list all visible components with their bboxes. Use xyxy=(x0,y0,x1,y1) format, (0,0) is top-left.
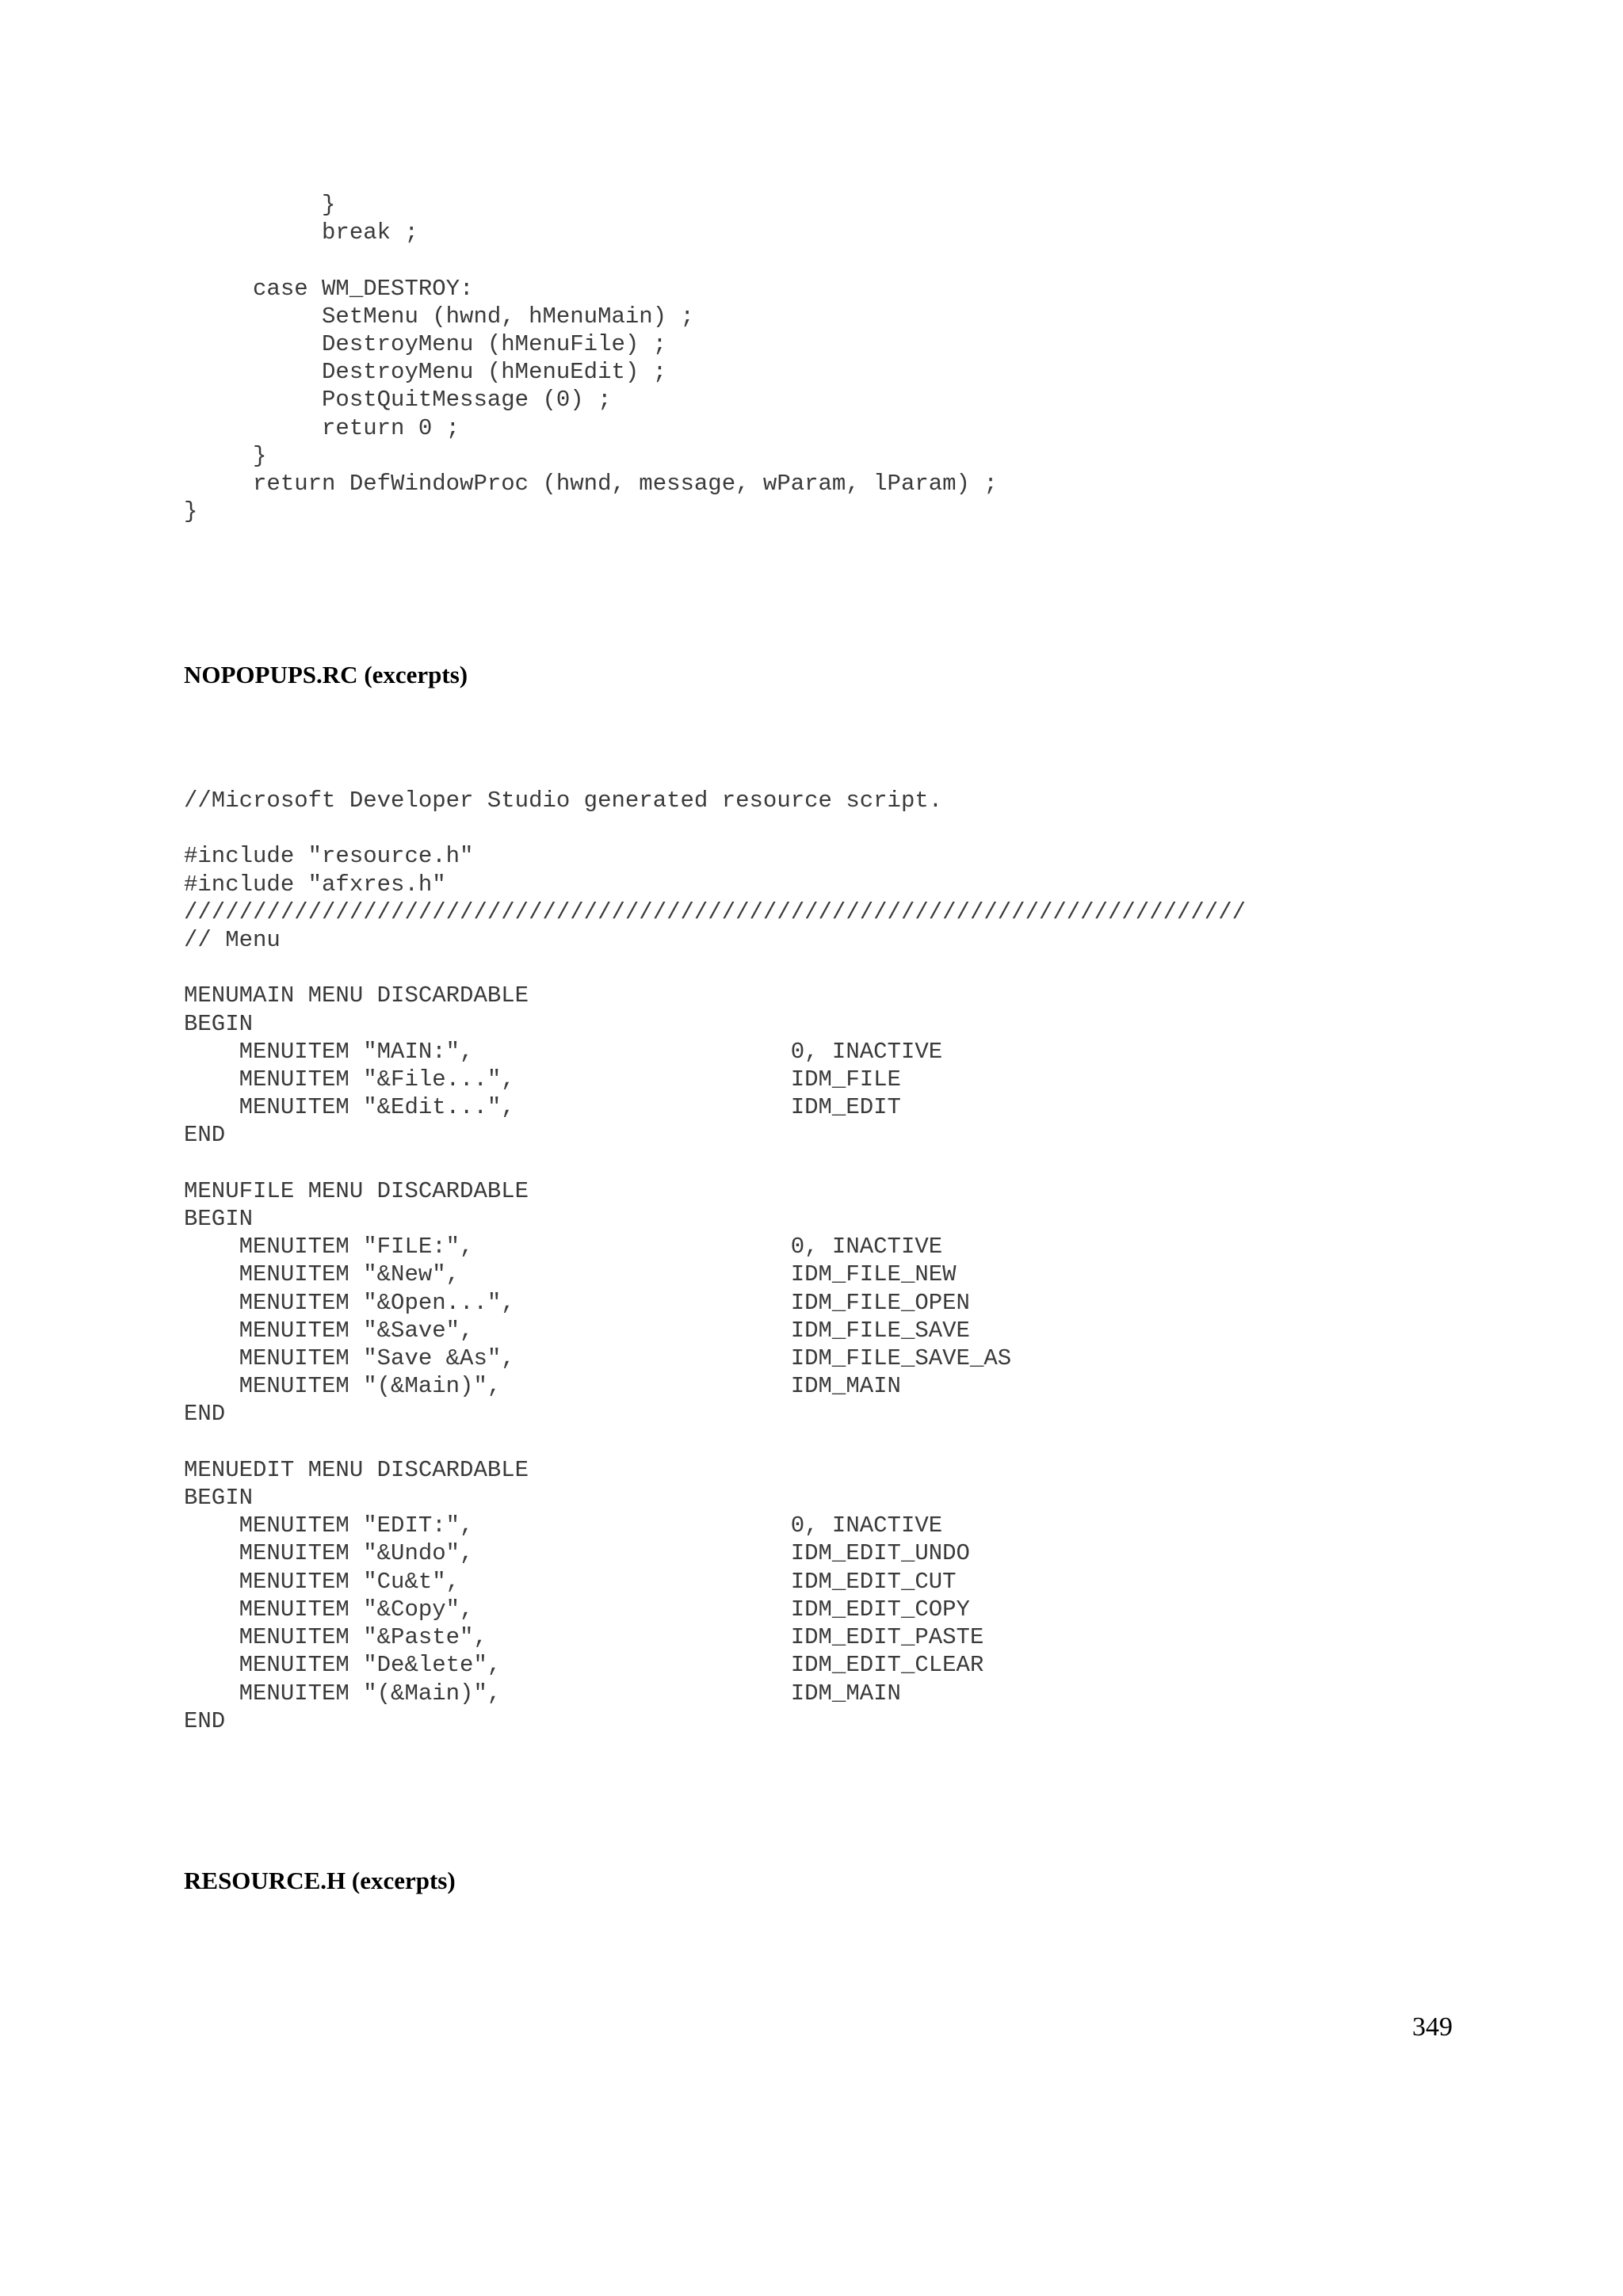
code-block-window-proc-end: } break ; case WM_DESTROY: SetMenu (hwnd, hMenuMain) ; DestroyMenu (hMenuFile) ; DestroyMenu (hMenuEdit) ; PostQuitMessage (0) ; return 0 ; } return DefWindowProc (hwnd, message, wParam, lParam) ; } xyxy=(184,192,998,525)
section-heading-nopopups-rc: NOPOPUPS.RC (excerpts) xyxy=(184,661,468,688)
page-number: 349 xyxy=(1412,2012,1453,2042)
code-block-resource-script: //Microsoft Developer Studio generated resource script. #include "resource.h" #include "afxres.h" ///////////////////////////////////////////////////////////////////////////// // Menu MENUMAIN MENU DISCARDABLE BEGIN MENUITEM "MAIN:", 0, INACTIVE MENUITEM "&File...", IDM_FILE MENUITEM "&Edit...", IDM_EDIT END MENUFILE MENU DISCARDABLE BEGIN MENUITEM "FILE:", 0, INACTIVE MENUITEM "&New", IDM_FILE_NEW MENUITEM "&Open...", IDM_FILE_OPEN MENUITEM "&Save", IDM_FILE_SAVE MENUITEM "Save &As", IDM_FILE_SAVE_AS MENUITEM "(&Main)", IDM_MAIN END MENUEDIT MENU DISCARDABLE BEGIN MENUITEM "EDIT:", 0, INACTIVE MENUITEM "&Undo", IDM_EDIT_UNDO MENUITEM "Cu&t", IDM_EDIT_CUT MENUITEM "&Copy", IDM_EDIT_COPY MENUITEM "&Paste", IDM_EDIT_PASTE MENUITEM "De&lete", IDM_EDIT_CLEAR MENUITEM "(&Main)", IDM_MAIN END xyxy=(184,788,1247,1734)
section-heading-resource-h: RESOURCE.H (excerpts) xyxy=(184,1867,456,1894)
